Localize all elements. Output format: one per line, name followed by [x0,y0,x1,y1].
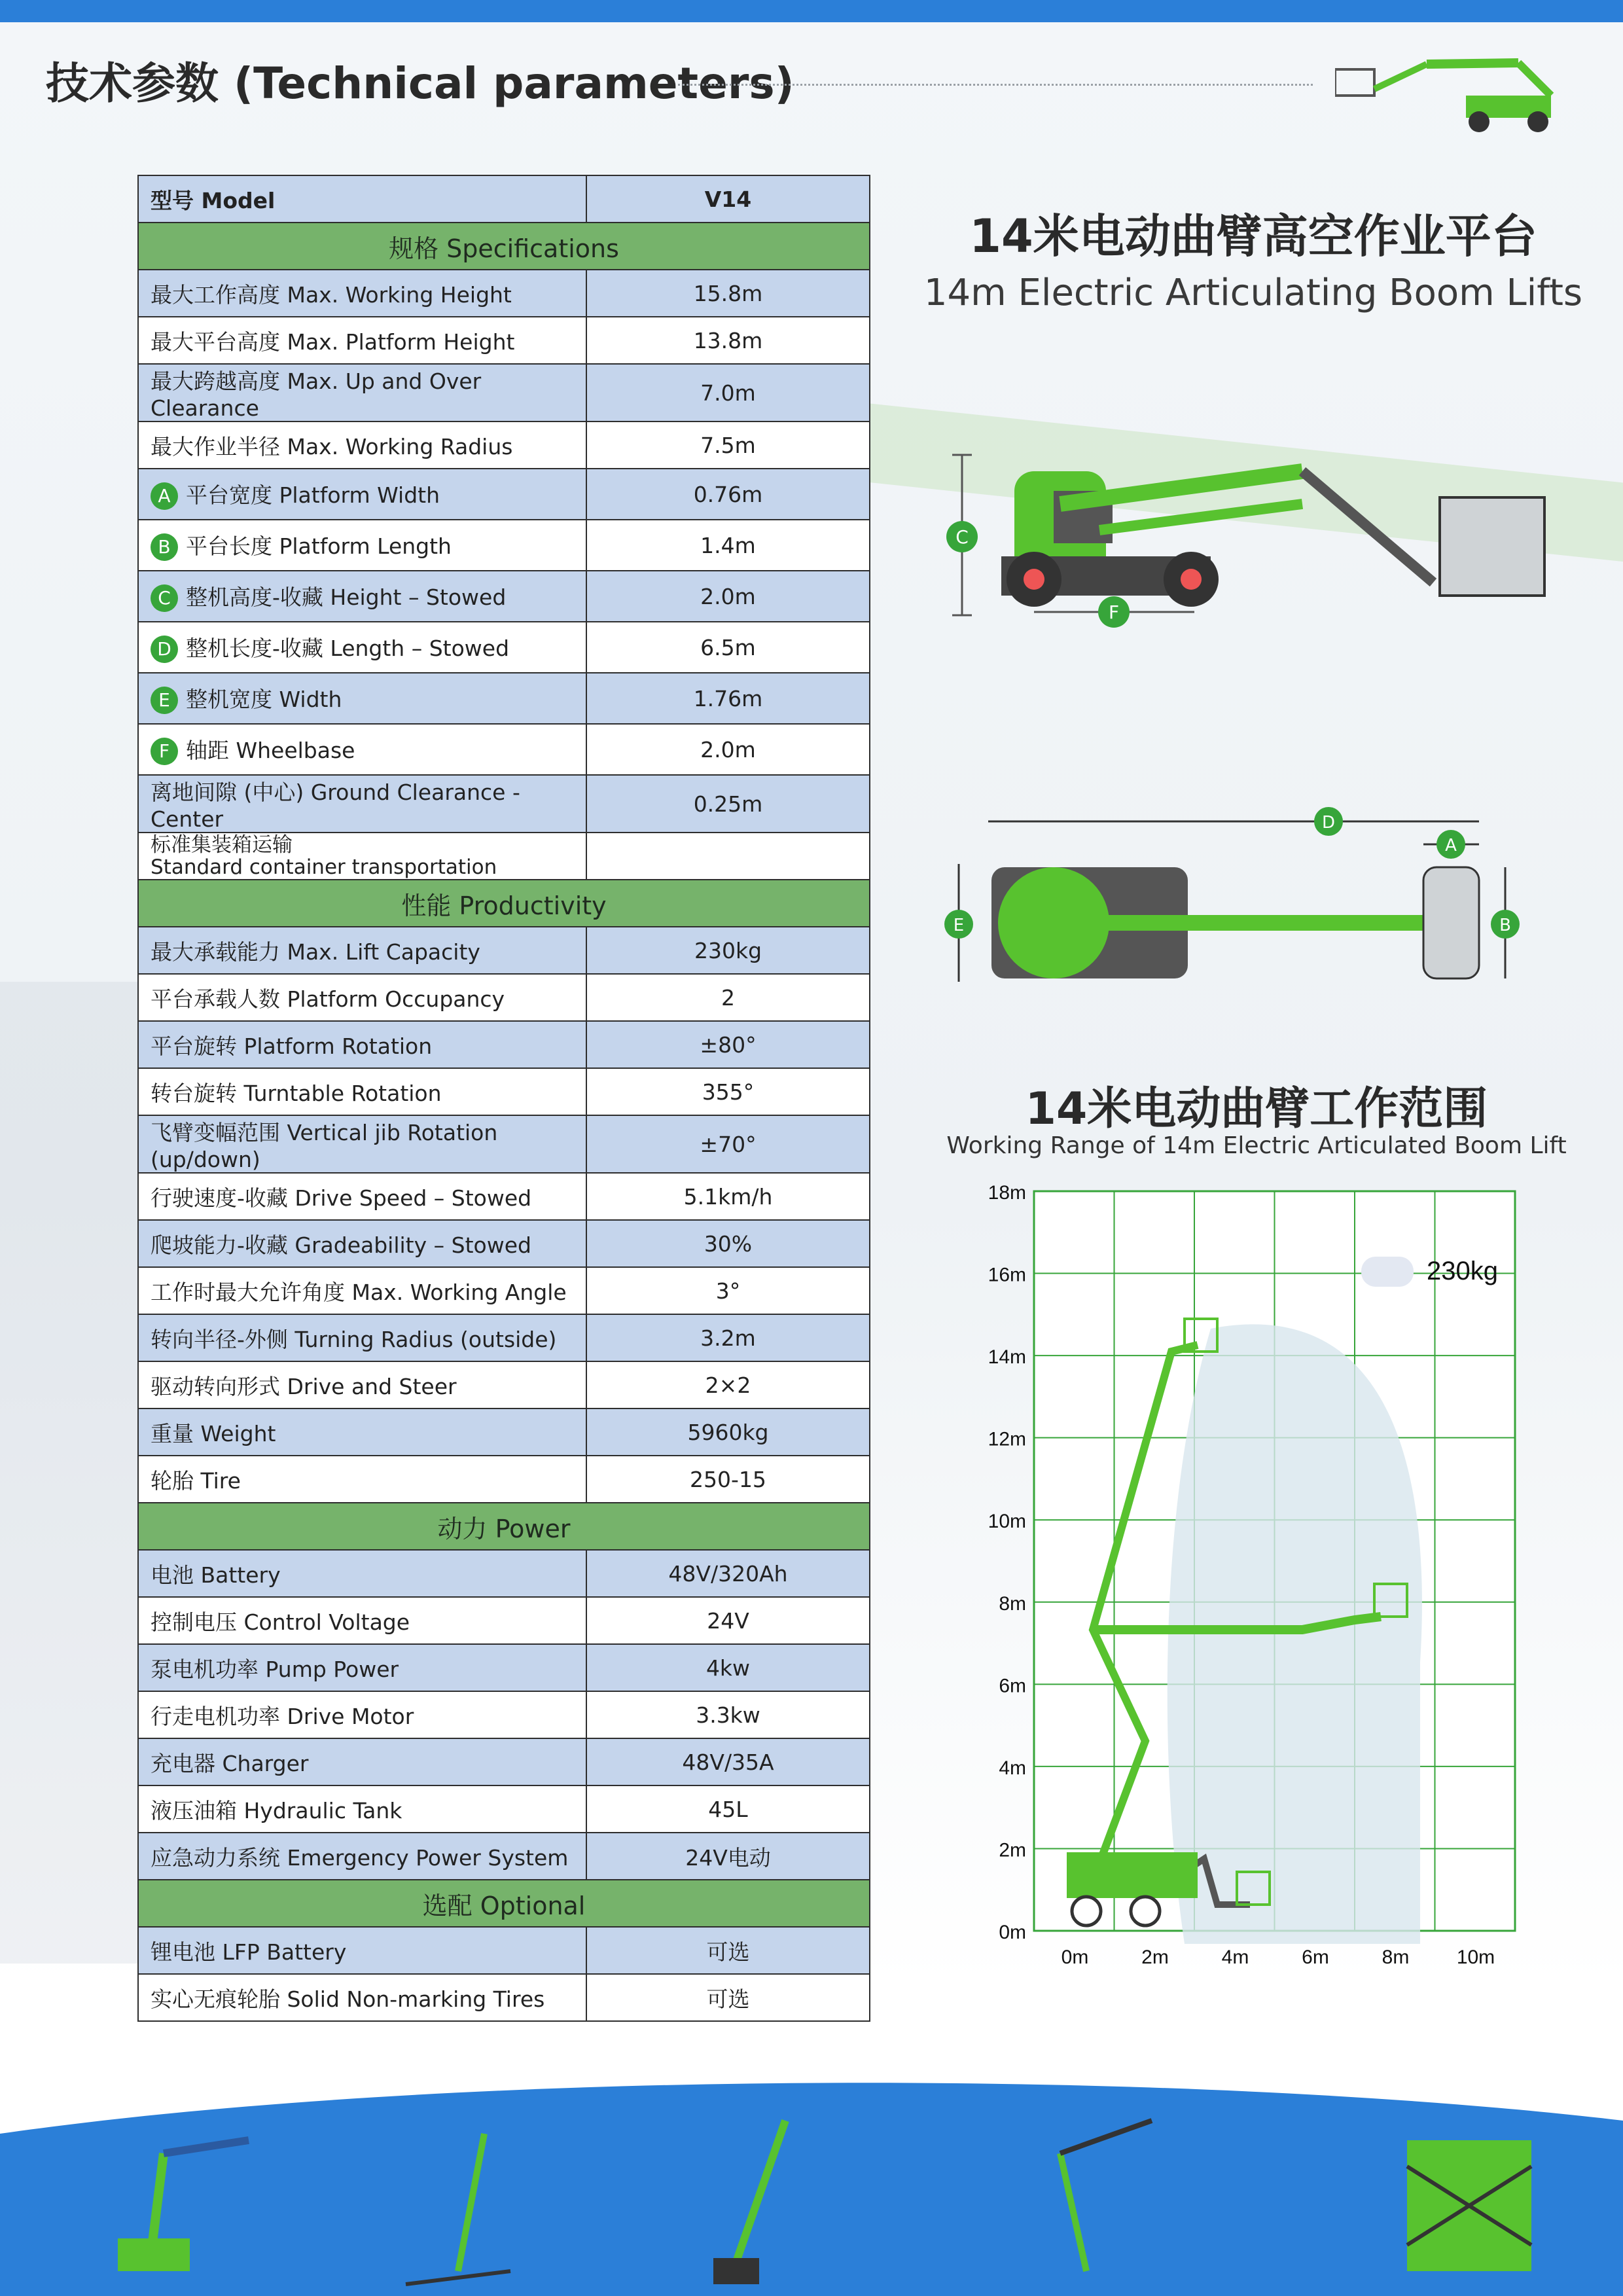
badge-label: B [1499,916,1511,935]
table-row [138,364,870,422]
dimension-badge-d [1314,807,1343,836]
y-tick-label: 14m [988,1346,1026,1369]
y-tick-label: 12m [988,1428,1026,1450]
table-row [138,422,870,469]
badge-a: A [151,482,178,510]
y-tick-label: 18m [988,1182,1026,1204]
table-row [138,1927,870,1974]
row-value: 1.76m [586,673,870,724]
row-value: 6.5m [586,622,870,673]
section-title: 选配 Optional [138,1880,870,1927]
y-tick-label: 10m [988,1511,1026,1533]
row-value: 45L [586,1785,870,1833]
row-label: 整机宽度 Width [186,686,342,712]
row-value: 5.1km/h [586,1173,870,1220]
lineup-scissor-lift [1407,2140,1531,2271]
top-bar [0,0,1623,22]
y-tick-label: 0m [999,1922,1026,1943]
badge-label: D [1321,813,1336,833]
row-label: 重量 Weight [138,1408,586,1456]
model-value: V14 [586,175,870,223]
row-value: 230kg [586,927,870,974]
legend-label: 230kg [1427,1257,1498,1285]
table-row [138,775,870,833]
y-tick-label: 2m [999,1839,1026,1861]
badge-label: E [953,916,965,935]
table-row [138,1833,870,1880]
row-value: 250-15 [586,1456,870,1503]
table-row [138,270,870,317]
top-view-diagram [936,805,1577,1001]
boom-lift-thumbnail [1335,50,1571,135]
header-divider [678,84,1313,86]
row-label-cn: 标准集装箱运输 [151,833,293,857]
table-row [138,1173,870,1220]
row-value: 0.25m [586,775,870,833]
row-label: 最大跨越高度 Max. Up and Over Clearance [138,364,586,422]
row-label: 离地间隙 (中心) Ground Clearance - Center [138,775,586,833]
row-label: 最大工作高度 Max. Working Height [138,270,586,317]
x-tick-label: 6m [1302,1946,1329,1968]
x-tick-label: 0m [1061,1946,1089,1968]
row-label: 转向半径-外侧 Turning Radius (outside) [138,1314,586,1361]
row-value: 3.3kw [586,1691,870,1738]
page-title: 技术参数 (Technical parameters) [46,58,794,109]
row-label: 实心无痕轮胎 Solid Non-marking Tires [138,1974,586,2021]
badge-e: E [151,687,178,714]
y-tick-label: 6m [999,1675,1026,1697]
row-label-cell [138,622,586,673]
row-value: 1.4m [586,520,870,571]
row-value: 4kw [586,1644,870,1691]
row-value: 7.5m [586,422,870,469]
row-value: ±70° [586,1115,870,1173]
table-row [138,1361,870,1408]
row-value: 24V电动 [586,1833,870,1880]
table-row [138,1068,870,1115]
row-label: 飞臂变幅范围 Vertical jib Rotation (up/down) [138,1115,586,1173]
table-row [138,469,870,520]
working-range-title-en: Working Range of 14m Electric Articulated Boom Lift [946,1132,1567,1159]
row-value: 7.0m [586,364,870,422]
row-value: ±80° [586,1021,870,1068]
row-value [586,833,870,880]
table-header-row [138,175,870,223]
row-value: 5960kg [586,1408,870,1456]
row-label: 转台旋转 Turntable Rotation [138,1068,586,1115]
row-value: 15.8m [586,270,870,317]
table-row [138,673,870,724]
row-value: 3° [586,1267,870,1314]
dimension-badge-b [1491,910,1520,939]
section-title: 性能 Productivity [138,880,870,927]
table-row [138,1220,870,1267]
legend-swatch [1361,1257,1414,1287]
row-label: 轴距 Wheelbase [186,737,355,763]
row-value: 48V/35A [586,1738,870,1785]
row-value: 48V/320Ah [586,1550,870,1597]
row-label: 轮胎 Tire [138,1456,586,1503]
table-row [138,520,870,571]
row-value: 可选 [586,1927,870,1974]
section-optional [138,1880,870,1927]
row-label-cell [138,724,586,775]
table-row [138,1267,870,1314]
table-row [138,1974,870,2021]
product-title-en: 14m Electric Articulating Boom Lifts [923,272,1583,314]
row-label: 行走电机功率 Drive Motor [138,1691,586,1738]
table-row [138,927,870,974]
spec-table [137,175,870,2022]
y-tick-label: 8m [999,1592,1026,1615]
table-row [138,1691,870,1738]
row-label: 控制电压 Control Voltage [138,1597,586,1644]
y-tick-label: 4m [999,1757,1026,1779]
row-label: 爬坡能力-收藏 Gradeability – Stowed [138,1220,586,1267]
section-power [138,1503,870,1550]
row-value: 2.0m [586,724,870,775]
badge-c: C [151,584,178,612]
section-specifications [138,223,870,270]
table-row [138,1597,870,1644]
row-value: 2 [586,974,870,1021]
row-label: 电池 Battery [138,1550,586,1597]
row-label: 工作时最大允许角度 Max. Working Angle [138,1267,586,1314]
table-row [138,1408,870,1456]
y-tick-label: 16m [988,1264,1026,1286]
row-label-cell [138,833,586,880]
row-label: 整机长度-收藏 Length – Stowed [186,635,510,661]
table-row [138,1456,870,1503]
section-title: 规格 Specifications [138,223,870,270]
table-row [138,571,870,622]
x-tick-label: 4m [1221,1946,1249,1968]
table-row [138,1314,870,1361]
x-tick-label: 2m [1141,1946,1169,1968]
row-label: 行驶速度-收藏 Drive Speed – Stowed [138,1173,586,1220]
badge-label: F [1108,601,1120,623]
row-value: 24V [586,1597,870,1644]
dimension-badge-a [1436,830,1465,859]
row-value: 2.0m [586,571,870,622]
table-row [138,974,870,1021]
section-title: 动力 Power [138,1503,870,1550]
row-label-cell [138,469,586,520]
table-row [138,1550,870,1597]
badge-label: C [955,526,969,548]
row-label: 液压油箱 Hydraulic Tank [138,1785,586,1833]
dimension-badge-f [1098,596,1130,628]
row-value: 2×2 [586,1361,870,1408]
row-value: 30% [586,1220,870,1267]
x-tick-label: 8m [1382,1946,1410,1968]
row-label: 充电器 Charger [138,1738,586,1785]
row-label: 平台宽度 Platform Width [186,482,440,508]
table-row [138,1115,870,1173]
row-label: 应急动力系统 Emergency Power System [138,1833,586,1880]
table-row [138,622,870,673]
badge-d: D [151,636,178,663]
table-row [138,1021,870,1068]
badge-label: A [1445,836,1457,855]
row-label: 驱动转向形式 Drive and Steer [138,1361,586,1408]
row-label: 最大作业半径 Max. Working Radius [138,422,586,469]
working-range-diagram [975,1178,1551,1983]
row-value: 0.76m [586,469,870,520]
row-label-en: Standard container transportation [151,855,497,879]
side-view-diagram [936,432,1577,641]
product-title-cn: 14米电动曲臂高空作业平台 [969,209,1537,263]
x-tick-label: 10m [1456,1946,1495,1968]
section-productivity [138,880,870,927]
row-label: 锂电池 LFP Battery [138,1927,586,1974]
row-label-cell [138,520,586,571]
row-value: 可选 [586,1974,870,2021]
table-row [138,833,870,880]
row-label-cell [138,571,586,622]
model-label: 型号 Model [138,175,586,223]
row-label: 整机高度-收藏 Height – Stowed [186,584,507,610]
row-label: 最大承载能力 Max. Lift Capacity [138,927,586,974]
table-row [138,1785,870,1833]
row-label: 泵电机功率 Pump Power [138,1644,586,1691]
row-value: 355° [586,1068,870,1115]
table-row [138,1644,870,1691]
row-label: 最大平台高度 Max. Platform Height [138,317,586,364]
table-row [138,317,870,364]
badge-f: F [151,738,178,765]
dimension-badge-e [944,910,973,939]
badge-b: B [151,533,178,561]
row-value: 3.2m [586,1314,870,1361]
row-label: 平台长度 Platform Length [186,533,452,559]
row-value: 13.8m [586,317,870,364]
row-label-cell [138,673,586,724]
working-range-title-cn: 14米电动曲臂工作范围 [1025,1083,1488,1135]
product-lineup-band [0,2081,1623,2296]
dimension-badge-c [946,521,978,552]
table-row [138,724,870,775]
row-label: 平台旋转 Platform Rotation [138,1021,586,1068]
row-label: 平台承载人数 Platform Occupancy [138,974,586,1021]
table-row [138,1738,870,1785]
